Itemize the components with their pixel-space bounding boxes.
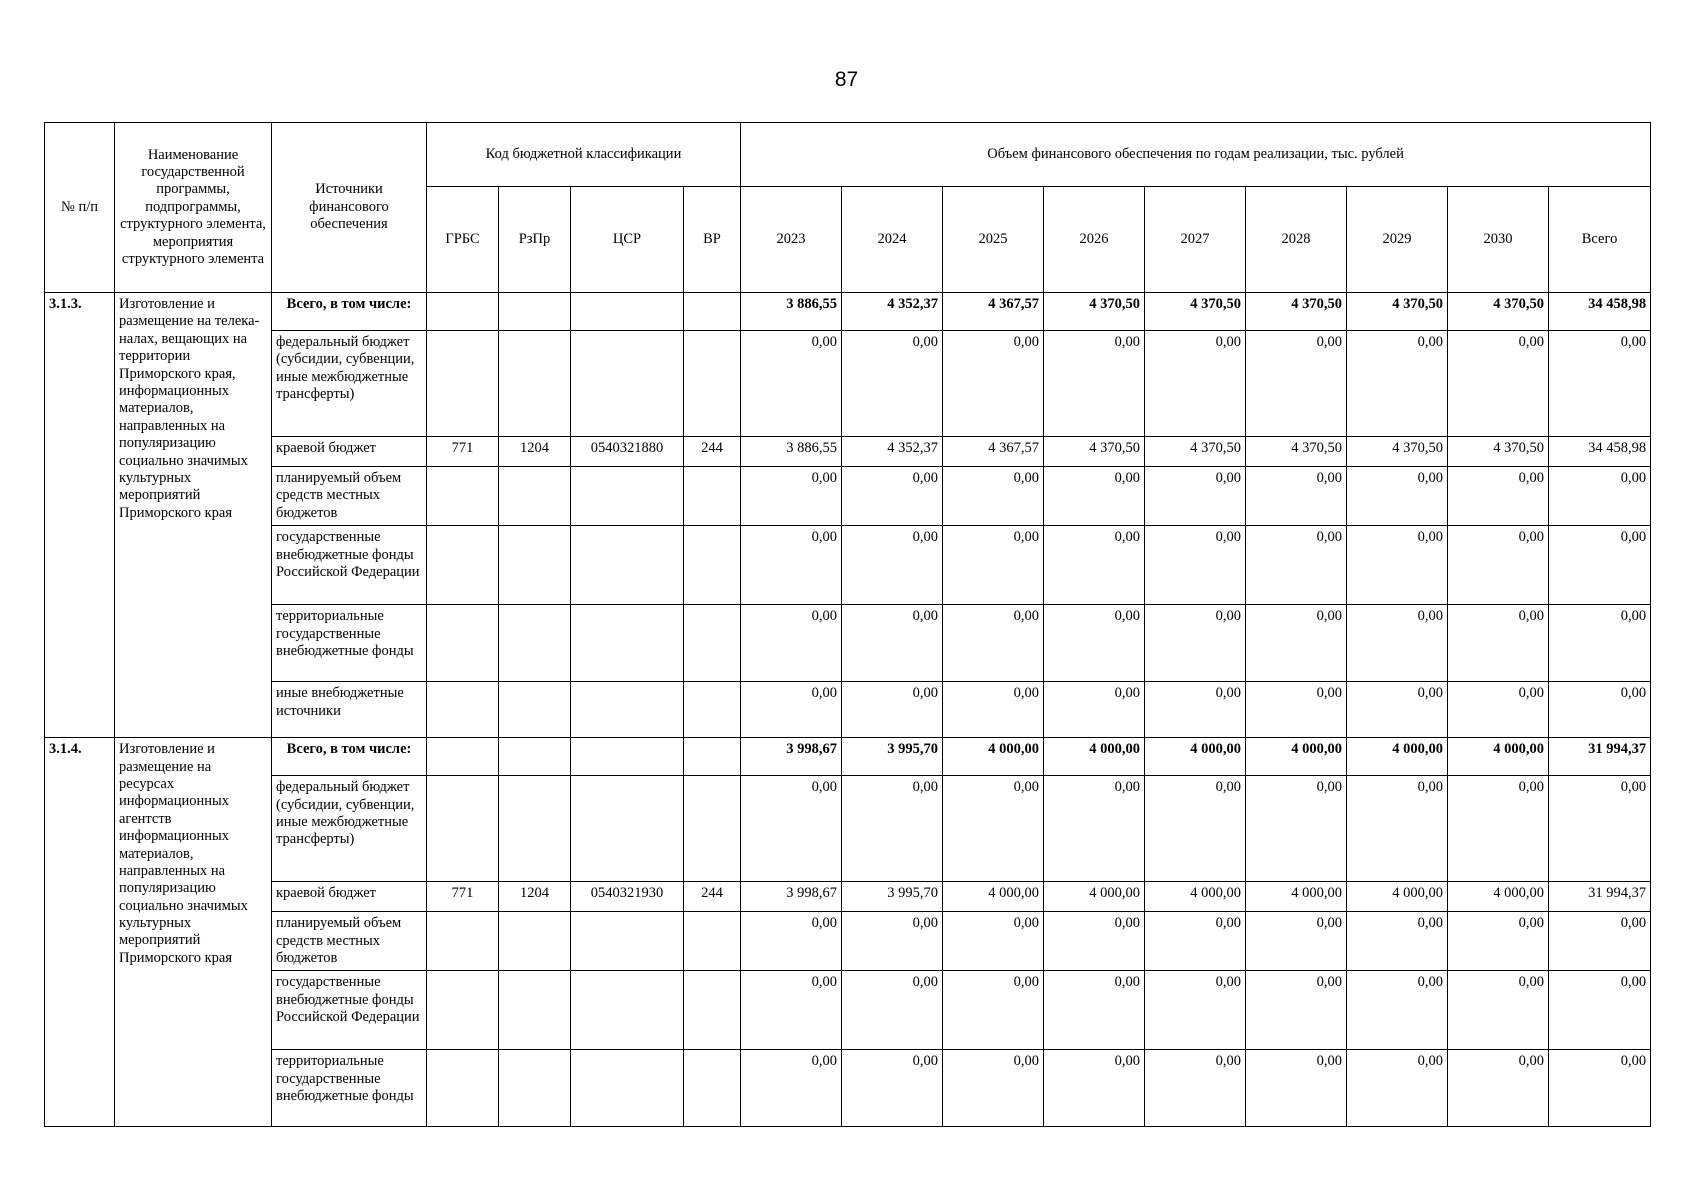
year-value: 0,00 <box>1347 526 1448 605</box>
year-value: 4 367,57 <box>943 437 1044 467</box>
header-year-2026: 2026 <box>1044 187 1145 293</box>
financing-source: краевой бюджет <box>272 882 427 912</box>
year-value: 0,00 <box>943 682 1044 738</box>
item-number: 3.1.4. <box>45 738 115 1127</box>
vr-code <box>684 293 741 331</box>
table-header <box>45 123 1651 293</box>
csr-code: 0540321880 <box>571 437 684 467</box>
financing-source: Всего, в том числе: <box>272 293 427 331</box>
year-value: 0,00 <box>1347 912 1448 971</box>
year-value: 0,00 <box>943 1050 1044 1127</box>
year-value: 0,00 <box>741 1050 842 1127</box>
csr-code <box>571 293 684 331</box>
rzpr-code <box>499 682 571 738</box>
grbs-code <box>427 971 499 1050</box>
item-number: 3.1.3. <box>45 293 115 738</box>
year-value: 0,00 <box>1044 1050 1145 1127</box>
vr-code: 244 <box>684 882 741 912</box>
year-value: 0,00 <box>741 526 842 605</box>
year-value: 0,00 <box>1246 467 1347 526</box>
total-value: 0,00 <box>1549 467 1651 526</box>
year-value: 0,00 <box>842 971 943 1050</box>
total-value: 34 458,98 <box>1549 437 1651 467</box>
table-row <box>45 467 1651 526</box>
year-value: 0,00 <box>1044 682 1145 738</box>
vr-code <box>684 331 741 437</box>
year-value: 0,00 <box>943 912 1044 971</box>
total-value: 34 458,98 <box>1549 293 1651 331</box>
grbs-code <box>427 331 499 437</box>
rzpr-code <box>499 776 571 882</box>
year-value: 4 000,00 <box>943 738 1044 776</box>
year-value: 0,00 <box>1347 776 1448 882</box>
grbs-code <box>427 682 499 738</box>
year-value: 0,00 <box>1145 912 1246 971</box>
financing-source: иные внебюджетные источники <box>272 682 427 738</box>
total-value: 0,00 <box>1549 912 1651 971</box>
total-value: 0,00 <box>1549 971 1651 1050</box>
header-year-2030: 2030 <box>1448 187 1549 293</box>
rzpr-code <box>499 331 571 437</box>
year-value: 3 995,70 <box>842 738 943 776</box>
financing-source: федеральный бюджет (субсидии, субвенции, иные межбюджетные трансферты) <box>272 331 427 437</box>
grbs-code <box>427 776 499 882</box>
vr-code <box>684 467 741 526</box>
csr-code: 0540321930 <box>571 882 684 912</box>
year-value: 4 000,00 <box>1044 882 1145 912</box>
vr-code <box>684 682 741 738</box>
year-value: 0,00 <box>1448 331 1549 437</box>
year-value: 0,00 <box>1448 971 1549 1050</box>
year-value: 0,00 <box>1347 971 1448 1050</box>
grbs-code <box>427 467 499 526</box>
rzpr-code <box>499 293 571 331</box>
year-value: 4 000,00 <box>1145 882 1246 912</box>
year-value: 0,00 <box>1347 1050 1448 1127</box>
csr-code <box>571 776 684 882</box>
year-value: 0,00 <box>1347 331 1448 437</box>
year-value: 3 998,67 <box>741 738 842 776</box>
year-value: 0,00 <box>842 912 943 971</box>
header-year-2029: 2029 <box>1347 187 1448 293</box>
year-value: 4 000,00 <box>1145 738 1246 776</box>
header-grbs: ГРБС <box>427 187 499 293</box>
rzpr-code <box>499 912 571 971</box>
vr-code <box>684 912 741 971</box>
total-value: 0,00 <box>1549 1050 1651 1127</box>
table-body <box>45 293 1651 1127</box>
year-value: 0,00 <box>943 971 1044 1050</box>
grbs-code: 771 <box>427 882 499 912</box>
year-value: 0,00 <box>741 776 842 882</box>
year-value: 0,00 <box>1246 605 1347 682</box>
csr-code <box>571 738 684 776</box>
rzpr-code <box>499 467 571 526</box>
year-value: 0,00 <box>1448 912 1549 971</box>
year-value: 0,00 <box>1246 776 1347 882</box>
header-year-2028: 2028 <box>1246 187 1347 293</box>
csr-code <box>571 912 684 971</box>
year-value: 4 370,50 <box>1347 293 1448 331</box>
table-row <box>45 776 1651 882</box>
year-value: 0,00 <box>1044 605 1145 682</box>
year-value: 4 352,37 <box>842 293 943 331</box>
year-value: 0,00 <box>1044 912 1145 971</box>
header-source: Источники финансового обеспечения <box>272 123 427 293</box>
table-row <box>45 293 1651 331</box>
total-value: 31 994,37 <box>1549 882 1651 912</box>
financing-source: планируемый объем средств местных бюджетов <box>272 467 427 526</box>
item-name: Изготовление и размещение на ресурсах информационных агентств информационных материалов, направленных на популяризацию социально значимых культурных мероприятий Приморского края <box>115 738 272 1127</box>
year-value: 0,00 <box>943 605 1044 682</box>
csr-code <box>571 467 684 526</box>
total-value: 31 994,37 <box>1549 738 1651 776</box>
year-value: 3 995,70 <box>842 882 943 912</box>
table-row <box>45 1050 1651 1127</box>
header-year-2023: 2023 <box>741 187 842 293</box>
financing-source: Всего, в том числе: <box>272 738 427 776</box>
header-name: Наименование государственной программы, подпрограммы, структурного элемента, мероприятия структурного элемента <box>115 123 272 293</box>
year-value: 0,00 <box>1246 331 1347 437</box>
vr-code: 244 <box>684 437 741 467</box>
year-value: 0,00 <box>1448 605 1549 682</box>
year-value: 4 370,50 <box>1044 293 1145 331</box>
rzpr-code: 1204 <box>499 882 571 912</box>
table-row <box>45 882 1651 912</box>
grbs-code <box>427 738 499 776</box>
year-value: 4 370,50 <box>1347 437 1448 467</box>
csr-code <box>571 971 684 1050</box>
csr-code <box>571 682 684 738</box>
grbs-code <box>427 912 499 971</box>
table-row <box>45 437 1651 467</box>
year-value: 4 370,50 <box>1448 293 1549 331</box>
year-value: 4 000,00 <box>1246 738 1347 776</box>
grbs-code <box>427 293 499 331</box>
header-year-2024: 2024 <box>842 187 943 293</box>
year-value: 0,00 <box>741 912 842 971</box>
year-value: 0,00 <box>943 467 1044 526</box>
year-value: 0,00 <box>1044 526 1145 605</box>
vr-code <box>684 605 741 682</box>
year-value: 0,00 <box>741 971 842 1050</box>
year-value: 0,00 <box>1246 971 1347 1050</box>
header-year-2027: 2027 <box>1145 187 1246 293</box>
year-value: 0,00 <box>1448 776 1549 882</box>
year-value: 0,00 <box>1145 1050 1246 1127</box>
total-value: 0,00 <box>1549 605 1651 682</box>
year-value: 0,00 <box>842 682 943 738</box>
financing-source: федеральный бюджет (субсидии, субвенции, иные межбюджетные трансферты) <box>272 776 427 882</box>
table-row <box>45 912 1651 971</box>
year-value: 0,00 <box>842 776 943 882</box>
year-value: 3 998,67 <box>741 882 842 912</box>
table-row <box>45 682 1651 738</box>
year-value: 4 370,50 <box>1246 437 1347 467</box>
total-value: 0,00 <box>1549 682 1651 738</box>
financing-source: краевой бюджет <box>272 437 427 467</box>
table-row <box>45 738 1651 776</box>
header-year-2025: 2025 <box>943 187 1044 293</box>
year-value: 0,00 <box>943 526 1044 605</box>
header-vr: ВР <box>684 187 741 293</box>
year-value: 0,00 <box>1145 776 1246 882</box>
year-value: 0,00 <box>1347 682 1448 738</box>
header-rzpr: РзПр <box>499 187 571 293</box>
year-value: 0,00 <box>1448 467 1549 526</box>
item-name: Изготовление и размещение на телека-налах, вещающих на территории Приморского края, информационных материалов, направленных на популяризацию социально значимых культурных мероприятий Приморского края <box>115 293 272 738</box>
table-row <box>45 605 1651 682</box>
financing-table <box>44 122 1651 1127</box>
financing-source: планируемый объем средств местных бюджетов <box>272 912 427 971</box>
total-value: 0,00 <box>1549 776 1651 882</box>
year-value: 0,00 <box>1448 682 1549 738</box>
financing-source: государственные внебюджетные фонды Российской Федерации <box>272 526 427 605</box>
year-value: 0,00 <box>1145 605 1246 682</box>
table-row <box>45 331 1651 437</box>
year-value: 0,00 <box>1145 526 1246 605</box>
total-value: 0,00 <box>1549 331 1651 437</box>
year-value: 0,00 <box>943 776 1044 882</box>
year-value: 0,00 <box>741 605 842 682</box>
year-value: 3 886,55 <box>741 437 842 467</box>
header-total: Всего <box>1549 187 1651 293</box>
vr-code <box>684 526 741 605</box>
csr-code <box>571 526 684 605</box>
year-value: 0,00 <box>741 467 842 526</box>
vr-code <box>684 776 741 882</box>
year-value: 4 370,50 <box>1246 293 1347 331</box>
year-value: 0,00 <box>1145 682 1246 738</box>
year-value: 0,00 <box>1044 331 1145 437</box>
year-value: 4 000,00 <box>1347 882 1448 912</box>
year-value: 4 000,00 <box>1448 738 1549 776</box>
year-value: 0,00 <box>1246 526 1347 605</box>
year-value: 4 370,50 <box>1044 437 1145 467</box>
year-value: 0,00 <box>842 1050 943 1127</box>
year-value: 0,00 <box>1448 526 1549 605</box>
year-value: 0,00 <box>1448 1050 1549 1127</box>
rzpr-code <box>499 738 571 776</box>
year-value: 4 000,00 <box>1347 738 1448 776</box>
year-value: 4 370,50 <box>1145 437 1246 467</box>
csr-code <box>571 1050 684 1127</box>
rzpr-code <box>499 1050 571 1127</box>
grbs-code <box>427 526 499 605</box>
year-value: 0,00 <box>741 682 842 738</box>
year-value: 0,00 <box>1145 971 1246 1050</box>
year-value: 0,00 <box>1347 467 1448 526</box>
year-value: 0,00 <box>842 467 943 526</box>
year-value: 4 000,00 <box>1246 882 1347 912</box>
rzpr-code: 1204 <box>499 437 571 467</box>
table-row <box>45 971 1651 1050</box>
financing-source: государственные внебюджетные фонды Российской Федерации <box>272 971 427 1050</box>
year-value: 4 000,00 <box>1448 882 1549 912</box>
year-value: 0,00 <box>1044 971 1145 1050</box>
grbs-code <box>427 605 499 682</box>
year-value: 3 886,55 <box>741 293 842 331</box>
year-value: 0,00 <box>842 331 943 437</box>
year-value: 0,00 <box>943 331 1044 437</box>
year-value: 0,00 <box>1044 776 1145 882</box>
header-csr: ЦСР <box>571 187 684 293</box>
vr-code <box>684 738 741 776</box>
year-value: 0,00 <box>1145 331 1246 437</box>
year-value: 0,00 <box>1044 467 1145 526</box>
year-value: 4 370,50 <box>1145 293 1246 331</box>
year-value: 4 367,57 <box>943 293 1044 331</box>
header-financing-volume: Объем финансового обеспечения по годам реализации, тыс. рублей <box>741 123 1651 187</box>
rzpr-code <box>499 605 571 682</box>
vr-code <box>684 1050 741 1127</box>
year-value: 4 000,00 <box>943 882 1044 912</box>
csr-code <box>571 331 684 437</box>
year-value: 0,00 <box>741 331 842 437</box>
page-number: 87 <box>834 68 859 91</box>
year-value: 4 352,37 <box>842 437 943 467</box>
rzpr-code <box>499 971 571 1050</box>
year-value: 0,00 <box>1246 1050 1347 1127</box>
table-row <box>45 526 1651 605</box>
rzpr-code <box>499 526 571 605</box>
year-value: 0,00 <box>1246 912 1347 971</box>
financing-source: территориальные государственные внебюджетные фонды <box>272 605 427 682</box>
header-budget-codes: Код бюджетной классификации <box>427 123 741 187</box>
csr-code <box>571 605 684 682</box>
financing-source: территориальные государственные внебюджетные фонды <box>272 1050 427 1127</box>
year-value: 4 000,00 <box>1044 738 1145 776</box>
year-value: 0,00 <box>1145 467 1246 526</box>
year-value: 0,00 <box>842 526 943 605</box>
total-value: 0,00 <box>1549 526 1651 605</box>
grbs-code <box>427 1050 499 1127</box>
year-value: 0,00 <box>842 605 943 682</box>
grbs-code: 771 <box>427 437 499 467</box>
year-value: 4 370,50 <box>1448 437 1549 467</box>
header-no: № п/п <box>45 123 115 293</box>
vr-code <box>684 971 741 1050</box>
year-value: 0,00 <box>1246 682 1347 738</box>
year-value: 0,00 <box>1347 605 1448 682</box>
